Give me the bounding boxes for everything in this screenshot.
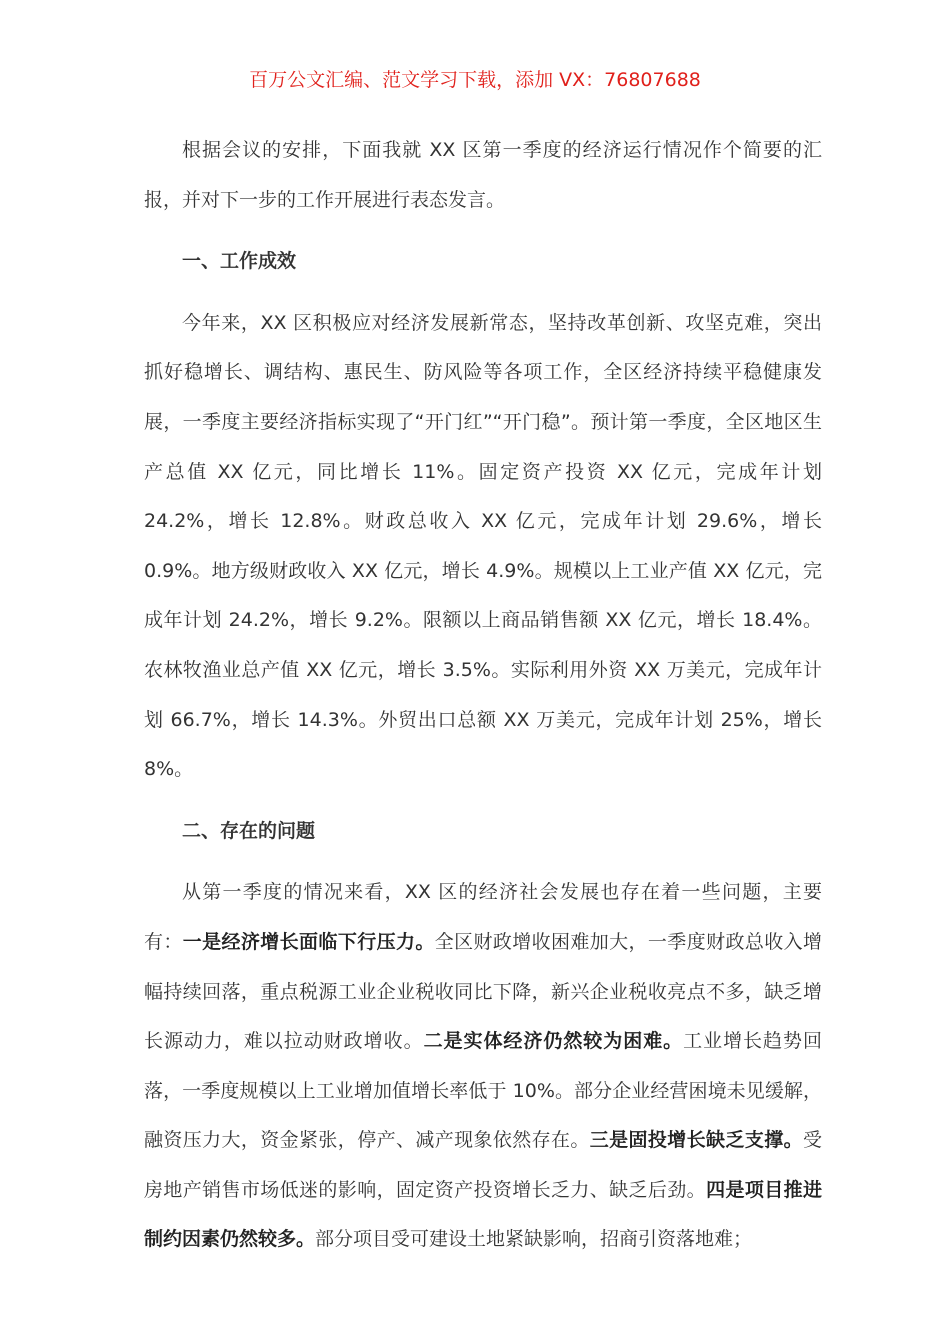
problem-1-text: 全区财政增收困难加大，一季度财政总收入增幅持续回落，重点税源工业企业税收同比下降，新兴企业税收亮点不多，缺乏增长源动力，难以拉动财政增收。 [144,930,822,1053]
problem-1-heading: 一是经济增长面临下行压力。 [182,930,435,953]
problem-2-text: 工业增长趋势回落，一季度规模以上工业增加值增长率低于 10%。部分企业经营困境未见缓解，融资压力大，资金紧张，停产、减产现象依然存在。 [144,1030,822,1152]
problem-3-heading: 三是固投增长缺乏支撑。 [589,1129,803,1152]
section-2-title: 二、存在的问题 [182,819,316,842]
section-1-paragraph: 今年来，XX 区积极应对经济发展新常态，坚持改革创新、攻坚克难，突出抓好稳增长、调结构、惠民生、防风险等各项工作，全区经济持续平稳健康发展，一季度主要经济指标实现了“开门红”“开门稳”。预计第一季度，全区地区生产总值 XX 亿元，同比增长 11%。固定资产投资 XX 亿元，完成年计划 24.2%，增长 12.8%。财政总收入 XX 亿元，完成年计划 29.6%，增长 0.9%。地方级财政收入 XX 亿元，增长 4.9%。规模以上工业产值 XX 亿元，完成年计划 24.2%，增长 9.2%。限额以上商品销售额 XX 亿元，增长 18.4%。农林牧渔业总产值 XX 亿元，增长 3.5%。实际利用外资 XX 万美元，完成年计划 66.7%，增长 14.3%。外贸出口总额 XX 万美元，完成年计划 25%，增长 8%。 [144,311,822,781]
promo-header: 百万公文汇编、范文学习下载，添加 VX：76807688 [249,69,701,91]
problem-4-text: 部分项目受可建设土地紧缺影响，招商引资落地难； [315,1228,753,1251]
section-2-paragraph [144,868,822,1265]
section-1-title: 一、工作成效 [182,250,297,273]
section-2-intro: 从第一季度的情况来看，XX 区的经济社会发展也存在着一些问题，主要有： [144,881,822,953]
problem-4-heading: 四是项目推进制约因素仍然较多。 [144,1178,822,1251]
problem-2-heading: 二是实体经济仍然较为困难。 [423,1030,684,1053]
document-body [144,126,822,1265]
intro-paragraph: 根据会议的安排，下面我就 XX 区第一季度的经济运行情况作个简要的汇报，并对下一步的工作开展进行表态发言。 [144,139,822,211]
problem-3-text: 受房地产销售市场低迷的影响，固定资产投资增长乏力、缺乏后劲。 [144,1129,822,1201]
